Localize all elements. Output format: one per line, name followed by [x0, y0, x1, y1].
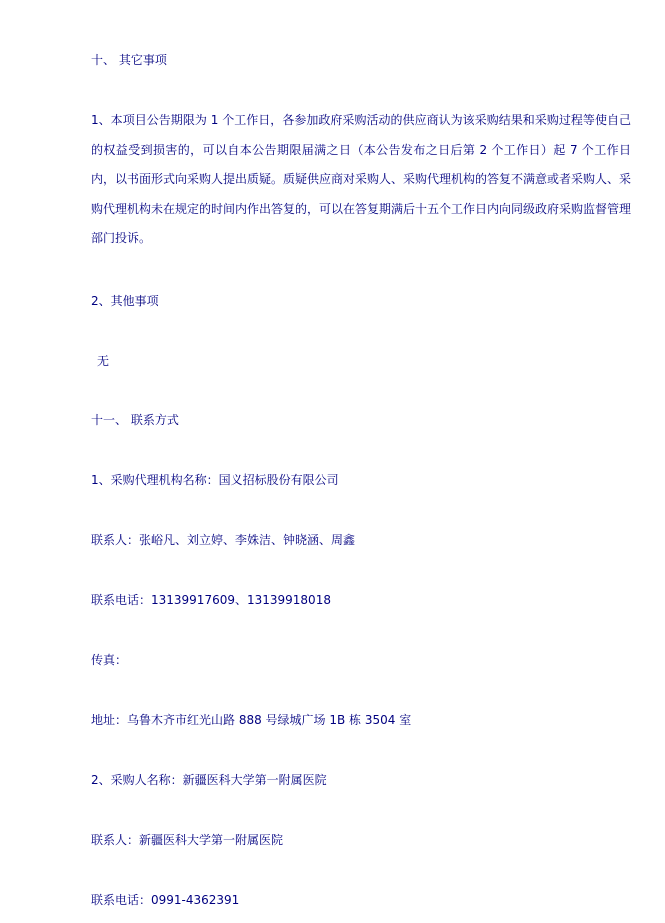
section-10-heading: 十、 其它事项 — [91, 53, 167, 67]
purchaser-contact-person: 联系人：新疆医科大学第一附属医院 — [91, 833, 284, 847]
other-matters-title: 2、其他事项 — [91, 294, 159, 308]
agency-contact-persons: 联系人：张峪凡、刘立婷、李姝洁、钟晓涵、周鑫 — [91, 533, 356, 547]
agency-phone: 联系电话：13139917609、13139918018 — [91, 593, 331, 607]
agency-fax: 传真： — [91, 653, 128, 667]
agency-address: 地址：乌鲁木齐市红光山路 888 号绿城广场 1B 栋 3504 室 — [91, 713, 412, 727]
notice-period-paragraph: 1、本项目公告期限为 1 个工作日，各参加政府采购活动的供应商认为该采购结果和采购过程等使自己的权益受到损害的，可以自本公告期限届满之日（本公告发布之日后第 2 个工作日）起 7 个工作日内，以书面形式向采购人提出质疑。质疑供应商对采购人、采购代理机构的答复不满意或者采购人、采购代理机构未在规定的时间内作出答复的，可以在答复期满后十五个工作日内向同级政府采购监督管理部门投诉。 — [91, 113, 632, 245]
purchaser-name: 2、采购人名称：新疆医科大学第一附属医院 — [91, 773, 327, 787]
purchaser-phone: 联系电话：0991-4362391 — [91, 893, 240, 907]
agency-name: 1、采购代理机构名称：国义招标股份有限公司 — [91, 473, 339, 487]
section-11-heading: 十一、 联系方式 — [91, 413, 179, 427]
other-matters-body: 无 — [97, 354, 110, 368]
